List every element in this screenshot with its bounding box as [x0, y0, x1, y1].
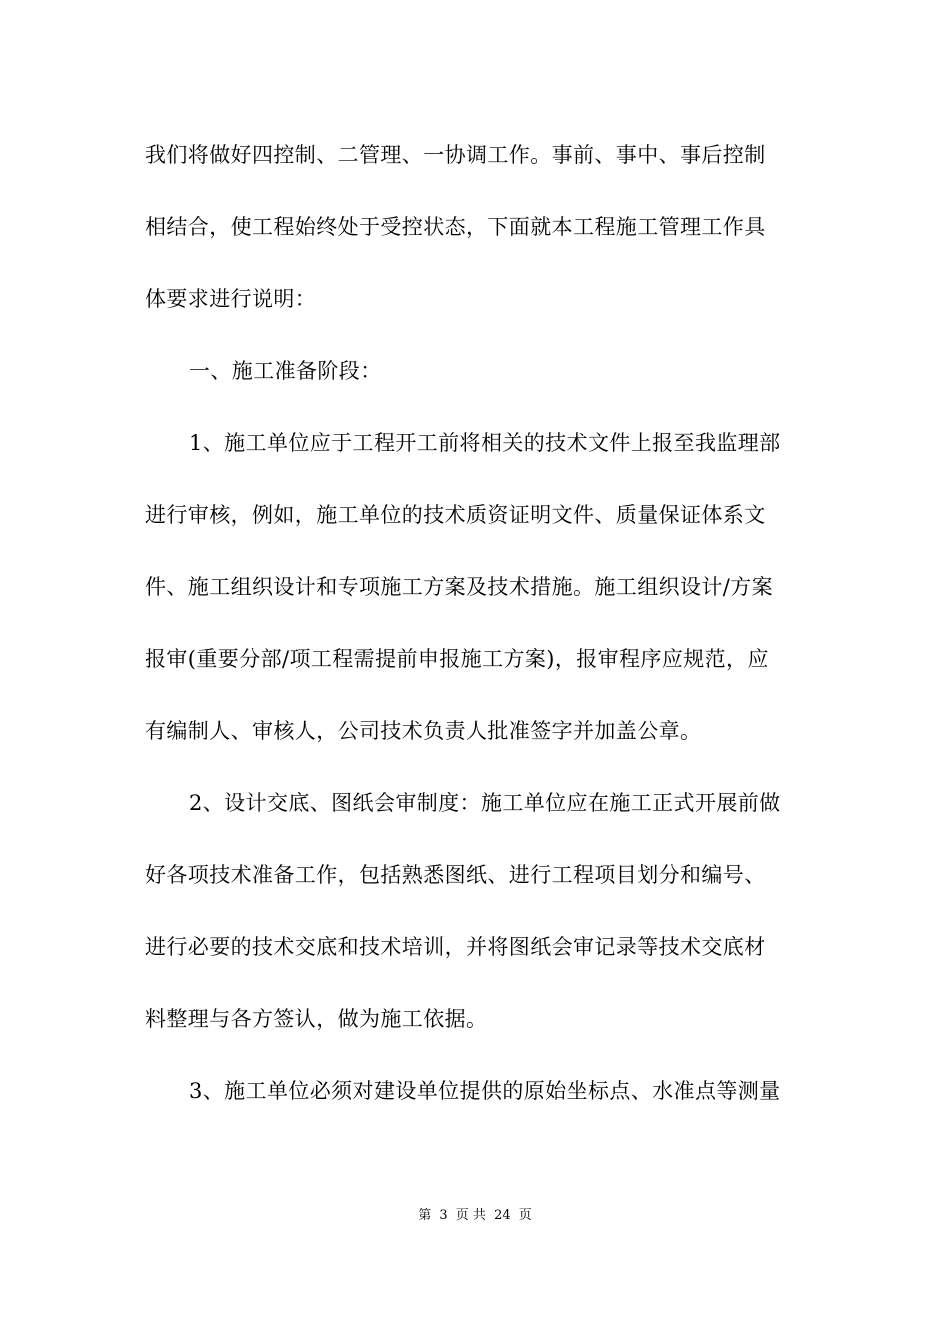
footer-suffix: 页: [518, 1208, 532, 1223]
item-1-line-1: 1、施工单位应于工程开工前将相关的技术文件上报至我监理部: [189, 431, 781, 455]
item-2-line-3: 进行必要的技术交底和技术培训，并将图纸会审记录等技术交底材: [145, 935, 766, 959]
item-1-line-4: 报审(重要分部/项工程需提前申报施工方案)，报审程序应规范，应: [145, 647, 769, 671]
body-line-2: 相结合，使工程始终处于受控状态，下面就本工程施工管理工作具: [145, 215, 766, 239]
body-line-1: 我们将做好四控制、二管理、一协调工作。事前、事中、事后控制: [145, 143, 766, 167]
footer-total-pages: 24: [494, 1208, 511, 1223]
section-heading: 一、施工准备阶段：: [189, 359, 382, 383]
document-body: [145, 130, 811, 1138]
body-line-3: 体要求进行说明：: [145, 287, 317, 311]
footer-current-page: 3: [439, 1208, 448, 1223]
footer-prefix: 第: [418, 1208, 432, 1223]
footer-middle: 页 共: [455, 1208, 486, 1223]
page-footer: [0, 1206, 950, 1226]
item-2-line-1: 2、设计交底、图纸会审制度：施工单位应在施工正式开展前做: [189, 791, 781, 815]
item-2-line-2: 好各项技术准备工作，包括熟悉图纸、进行工程项目划分和编号、: [145, 863, 766, 887]
item-2-line-4: 料整理与各方签认，做为施工依据。: [145, 1007, 488, 1031]
item-3-line-1: 3、施工单位必须对建设单位提供的原始坐标点、水准点等测量: [189, 1079, 781, 1103]
item-1-line-3: 件、施工组织设计和专项施工方案及技术措施。施工组织设计/方案: [145, 575, 774, 599]
item-1-line-5: 有编制人、审核人，公司技术负责人批准签字并加盖公章。: [145, 719, 702, 743]
item-1-line-2: 进行审核，例如，施工单位的技术质资证明文件、质量保证体系文: [145, 503, 766, 527]
